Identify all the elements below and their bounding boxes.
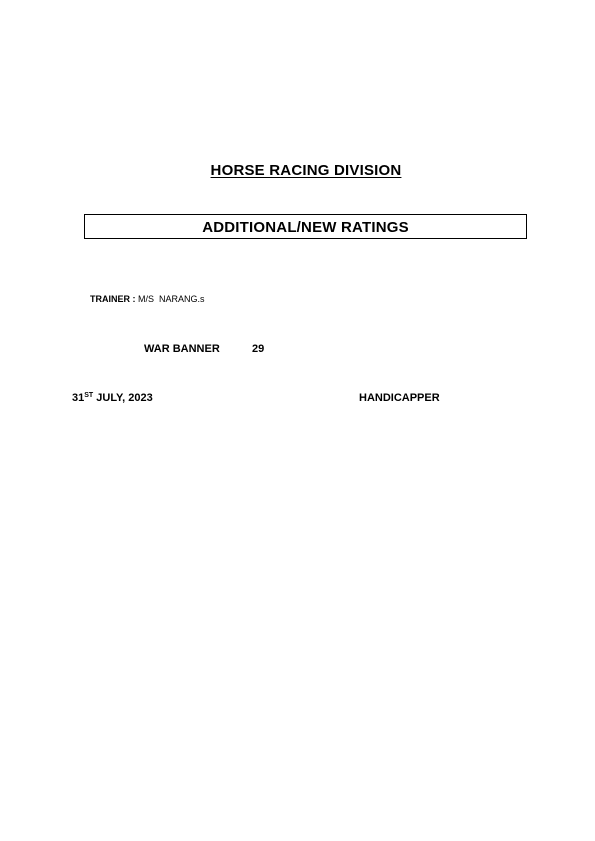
trainer-label: TRAINER : [90, 294, 136, 304]
horse-rating: 29 [252, 343, 265, 355]
date [72, 392, 153, 404]
date-suffix: ST [84, 392, 94, 399]
trainer-name: M/S NARANG.s [138, 294, 205, 304]
ratings-title-box [84, 214, 527, 239]
horse-name: WAR BANNER [144, 343, 220, 355]
handicapper-signature: HANDICAPPER [359, 392, 440, 404]
date-day: 31 [72, 392, 85, 404]
date-rest: JULY, 2023 [93, 392, 153, 404]
trainer-line [90, 294, 205, 304]
ratings-title: ADDITIONAL/NEW RATINGS [202, 219, 409, 236]
division-title: HORSE RACING DIVISION [210, 162, 402, 179]
